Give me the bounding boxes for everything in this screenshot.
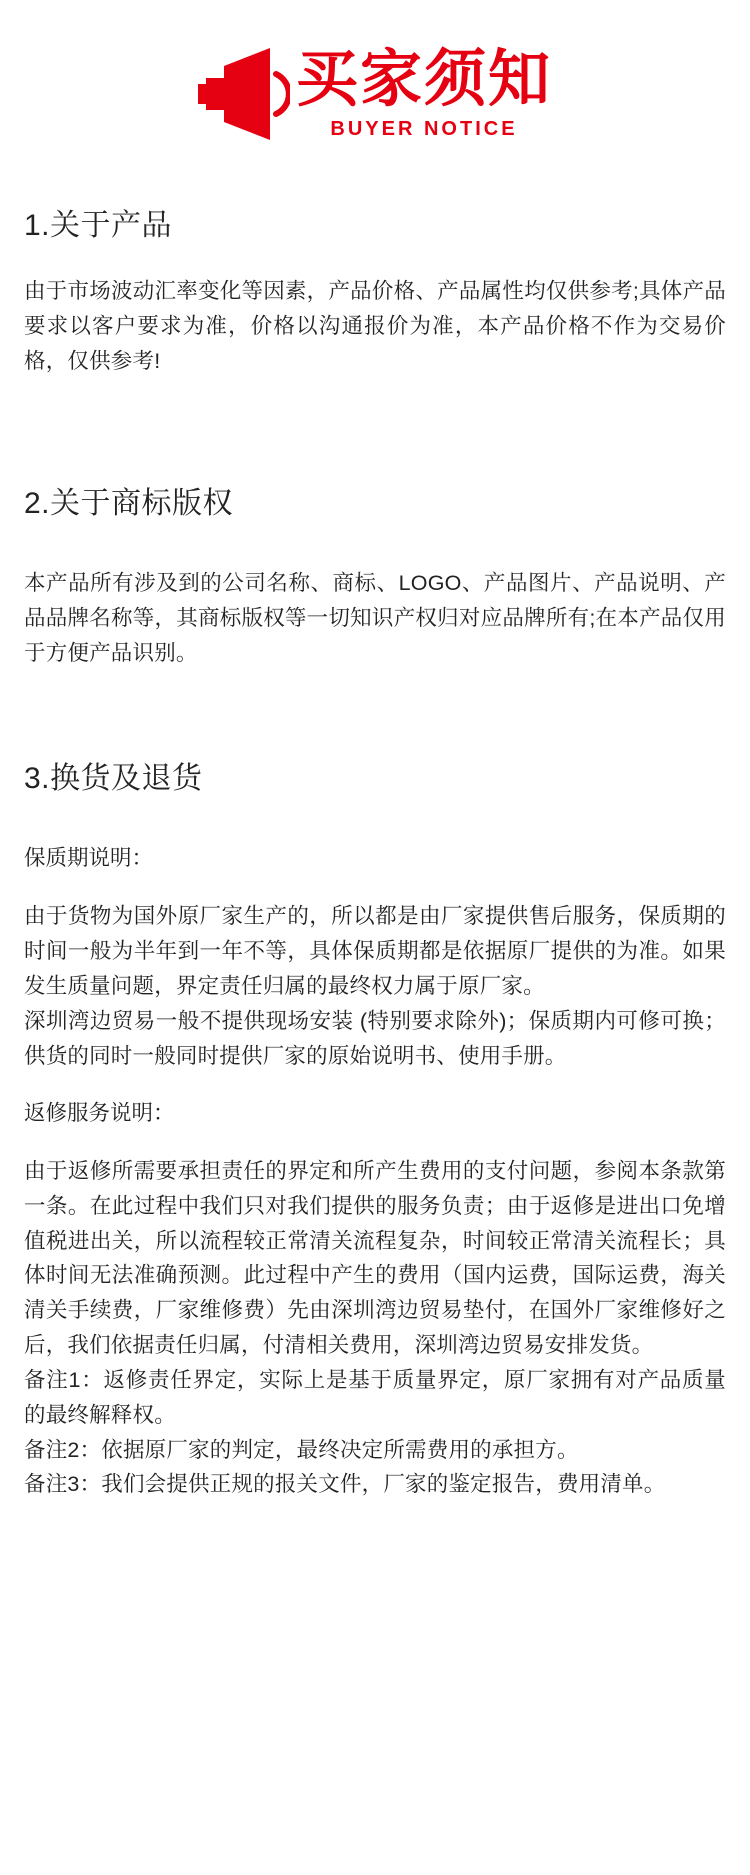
spacer	[24, 697, 726, 719]
section-title-exchange-return: 3.换货及退货	[24, 761, 203, 795]
repair-paragraph-1: 由于返修所需要承担责任的界定和所产生费用的支付问题，参阅本条款第一条。在此过程中我们只对我们提供的服务负责；由于返修是进出口免增值税进出关，所以流程较正常清关流程复杂，时间较正常清关流程长；具体时间无法准确预测。此过程中产生的费用（国内运费，国际运费，海关清关手续费，厂家维修费）先由深圳湾边贸易垫付，在国外厂家维修好之后，我们依据责任归属，付清相关费用，深圳湾边贸易安排发货。	[24, 1158, 726, 1358]
spacer	[24, 1074, 726, 1096]
section-trademark-paragraph: 本产品所有涉及到的公司名称、商标、LOGO、产品图片、产品说明、产品品牌名称等，其商标版权等一切知识产权归对应品牌所有;在本产品仅用于方便产品识别。	[24, 571, 726, 666]
repair-note-3: 备注3：我们会提供正规的报关文件，厂家的鉴定报告，费用清单。	[24, 1472, 666, 1497]
banner-title-en: BUYER NOTICE	[330, 117, 518, 140]
warranty-sub-label: 保质期说明：	[24, 845, 154, 870]
repair-sub-label: 返修服务说明：	[24, 1100, 175, 1125]
banner-inner	[198, 46, 552, 140]
warranty-paragraph-2: 深圳湾边贸易一般不提供现场安装 (特别要求除外)；保质期内可修可换；供货的同时一般同时提供厂家的原始说明书、使用手册。	[24, 1008, 726, 1068]
banner-text	[296, 47, 552, 138]
section-trademark	[24, 478, 726, 670]
repair-paragraph-group	[24, 1154, 726, 1502]
section-product-paragraph: 由于市场波动汇率变化等因素，产品价格、产品属性均仅供参考;具体产品要求以客户要求为准，价格以沟通报价为准，本产品价格不作为交易价格，仅供参考!	[24, 279, 726, 373]
banner-title-cn: 买家须知	[295, 45, 552, 115]
warranty-paragraph-group	[24, 899, 726, 1073]
repair-note-2: 备注2：依据原厂家的判定，最终决定所需费用的承担方。	[24, 1437, 579, 1462]
spacer	[24, 404, 726, 444]
warranty-paragraph-1: 由于货物为国外原厂家生产的，所以都是由厂家提供售后服务，保质期的时间一般为半年到一年不等，具体保质期都是依据原厂提供的为准。如果发生质量问题，界定责任归属的最终权力属于原厂家。	[24, 904, 726, 999]
section-title-trademark: 2.关于商标版权	[24, 487, 234, 521]
section-product	[24, 200, 726, 378]
megaphone-icon	[198, 48, 290, 140]
repair-note-1: 备注1：返修责任界定，实际上是基于质量界定，原厂家拥有对产品质量的最终解释权。	[24, 1367, 726, 1427]
section-title-product: 1.关于产品	[24, 209, 173, 242]
section-exchange-return	[24, 753, 726, 1502]
page-banner	[24, 0, 726, 174]
